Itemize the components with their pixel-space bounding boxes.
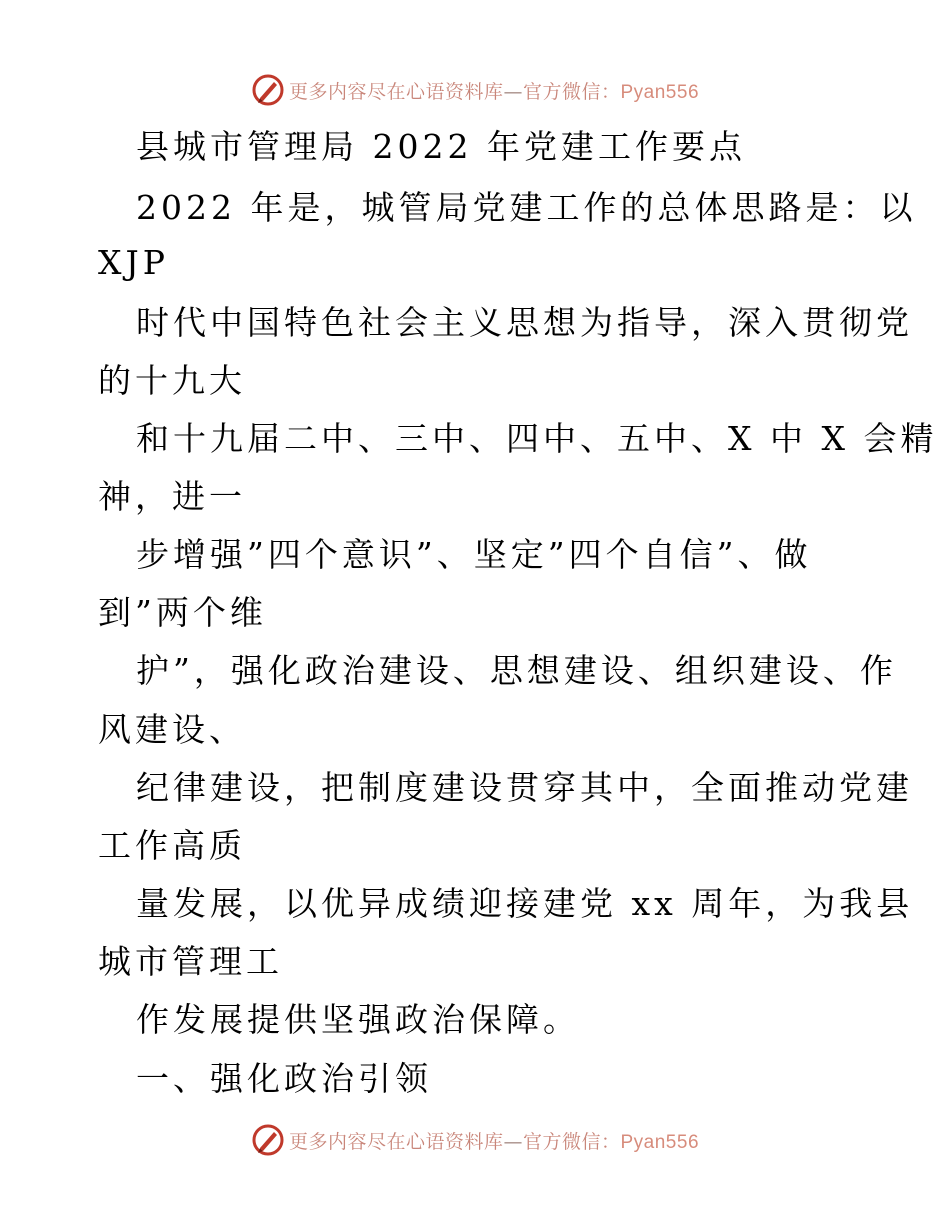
paragraph-line: 作发展提供坚强政治保障。	[136, 1000, 580, 1039]
paragraph-line: 护”，强化政治建设、思想建设、组织建设、作	[136, 651, 897, 690]
watermark-text: 更多内容尽在心语资料库—官方微信：Pyan556	[288, 1130, 700, 1153]
document-title: 县城市管理局 2022 年党建工作要点	[136, 127, 746, 166]
paragraph-line: 量发展，以优异成绩迎接建党 xx 周年，为我县	[136, 884, 914, 923]
paragraph-line: 时代中国特色社会主义思想为指导，深入贯彻党	[136, 303, 913, 342]
paragraph-line: 的十九大	[98, 361, 246, 400]
paragraph-line: 步增强”四个意识”、坚定”四个自信”、做	[136, 535, 812, 574]
paragraph-line: 城市管理工	[98, 942, 283, 981]
paragraph-line: XJP	[98, 243, 169, 282]
footer-watermark	[0, 1120, 950, 1160]
paragraph-line: 2022 年是，城管局党建工作的总体思路是：以	[136, 188, 917, 227]
paragraph-line: 工作高质	[98, 826, 246, 865]
paragraph-line: 纪律建设，把制度建设贯穿其中，全面推动党建	[136, 768, 913, 807]
watermark-text: 更多内容尽在心语资料库—官方微信：Pyan556	[288, 80, 700, 103]
section-heading: 一、强化政治引领	[136, 1059, 432, 1098]
paragraph-line: 风建设、	[98, 710, 246, 749]
paragraph-line: 神，进一	[98, 477, 246, 516]
paragraph-line: 和十九届二中、三中、四中、五中、X 中 X 会精	[136, 419, 938, 458]
pen-logo-icon	[251, 1123, 285, 1157]
paragraph-line: 到”两个维	[98, 593, 267, 632]
